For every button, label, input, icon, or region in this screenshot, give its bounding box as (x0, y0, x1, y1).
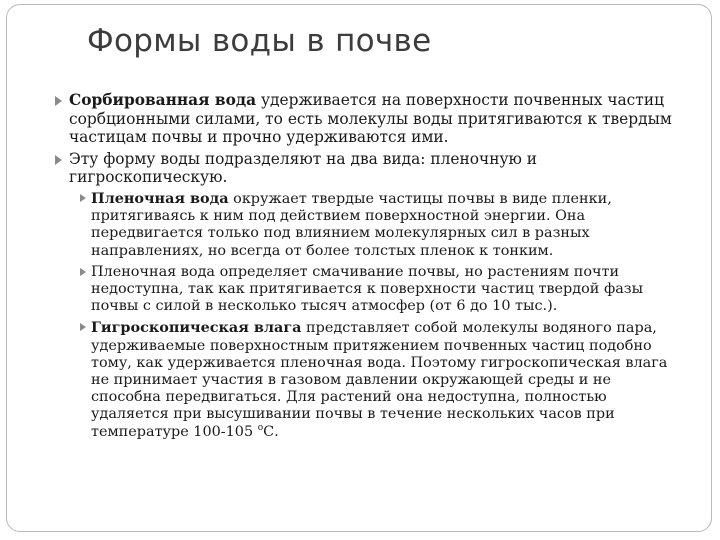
degree-superscript: о (257, 422, 264, 433)
subbullet-item-film-water-wetting (7, 264, 707, 316)
bullet-item-two-types (7, 150, 707, 187)
term-film-water: Пленочная вода (91, 189, 229, 207)
subbullet-item-hygroscopic (7, 319, 707, 440)
bullet-icon (55, 96, 62, 106)
term-sorbed-water: Сорбированная вода (69, 91, 257, 109)
bullet-icon (80, 323, 86, 331)
bullet-item-sorbed-water (7, 91, 707, 147)
bullet-text: Пленочная вода определяет смачивание почвы, но растениям почти недоступна, так как притягивается к поверхности частиц твердой фазы почвы с силой в несколько тысяч атмосфер (от 6 до 10 тыс.). (91, 263, 644, 315)
term-hygroscopic: Гигроскопическая влага (91, 319, 302, 337)
slide (6, 4, 712, 532)
bullet-text: представляет собой молекулы водяного пара, удерживаемые поверхностным притяжением почвенных частиц подобно тому, как удерживается пленочная вода. Поэтому гигроскопическая влага не принимает участия в газовом давлении окружающей среды и не способна передвигаться. Для растений она недоступна, полностью удаляется при высушивании почвы в течение нескольких часов при температуре 100-105 (91, 320, 668, 440)
subbullet-item-film-water (7, 190, 707, 260)
bullet-text: удерживается на поверхности почвенных частиц сорбционными силами, то есть молекулы воды притягиваются к твердым частицам почвы и прочно удерживаются ими. (69, 91, 672, 147)
bullet-icon (55, 155, 62, 165)
bullet-icon (80, 194, 86, 202)
bullet-text: окружает твердые частицы почвы в виде пленки, притягиваясь к ним под действием поверхностной энергии. Она передвигается только под влиянием молекулярных сил в разных направлениях, но всегда от более толстых пленок к тонким. (91, 190, 612, 259)
slide-title: Формы воды в почве (87, 23, 432, 59)
slide-content (7, 91, 707, 445)
bullet-text: Эту форму воды подразделяют на два вида: пленочную и гигроскопическую. (69, 149, 538, 187)
bullet-text-tail: С. (263, 423, 279, 440)
bullet-icon (80, 268, 86, 276)
